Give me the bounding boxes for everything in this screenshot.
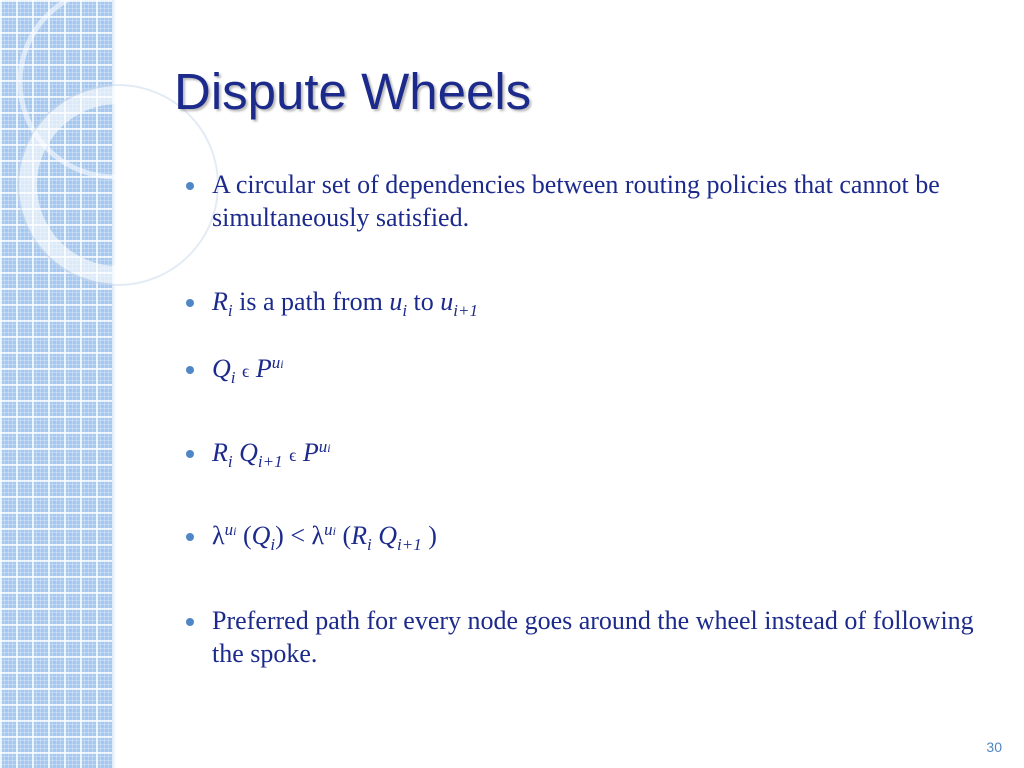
math-paren: ) — [275, 521, 284, 550]
bullet-list — [186, 168, 986, 670]
bullet-item — [186, 285, 986, 321]
math-subscript: i+1 — [257, 452, 283, 471]
bullet-text: Preferred path for every node goes around the wheel instead of following the spoke. — [212, 606, 974, 668]
bullet-item — [186, 604, 986, 670]
math-element-of: ϵ — [242, 361, 250, 381]
bullet-item — [186, 168, 986, 234]
math-var: Q — [378, 521, 398, 550]
math-lambda: λ — [311, 521, 325, 550]
math-subscript: i — [270, 535, 276, 554]
math-var: Q — [239, 438, 258, 467]
slide-title: Dispute Wheels — [174, 63, 532, 120]
bullet-text: A circular set of dependencies between routing policies that cannot be simultaneously satisfied. — [212, 170, 940, 232]
math-var: R — [351, 521, 367, 550]
math-var: u — [389, 287, 403, 316]
bullet-text: is a path from — [239, 287, 383, 316]
math-element-of: ϵ — [289, 445, 297, 465]
math-subscript: i — [402, 301, 408, 320]
math-less-than: < — [290, 521, 305, 550]
math-paren: ( — [342, 521, 352, 550]
math-superscript-sub: i — [332, 524, 336, 538]
math-var: Q — [212, 354, 231, 383]
math-paren: ) — [428, 521, 437, 550]
math-superscript-sub: i — [327, 441, 331, 455]
page-number: 30 — [986, 739, 1002, 755]
bullet-item — [186, 436, 986, 474]
bullet-item — [186, 352, 986, 390]
math-superscript: u — [324, 520, 333, 539]
math-var: R — [212, 438, 228, 467]
math-superscript-sub: i — [280, 357, 284, 371]
math-superscript: u — [271, 353, 281, 372]
math-lambda: λ — [212, 521, 225, 550]
math-superscript-sub: i — [233, 524, 237, 538]
math-subscript: i — [367, 535, 372, 554]
math-subscript: i — [230, 368, 236, 387]
math-paren: ( — [242, 521, 252, 550]
math-var: P — [302, 438, 319, 467]
math-subscript: i+1 — [397, 535, 422, 554]
math-subscript: i+1 — [453, 301, 478, 320]
math-subscript: i — [227, 452, 233, 471]
math-superscript: u — [224, 520, 234, 539]
math-var: R — [212, 287, 228, 316]
math-var: P — [255, 354, 272, 383]
bullet-text: to — [413, 287, 434, 316]
math-var: Q — [251, 521, 271, 550]
math-subscript: i — [227, 301, 233, 320]
math-var: u — [440, 287, 454, 316]
math-superscript: u — [318, 437, 328, 456]
bullet-item — [186, 519, 986, 557]
